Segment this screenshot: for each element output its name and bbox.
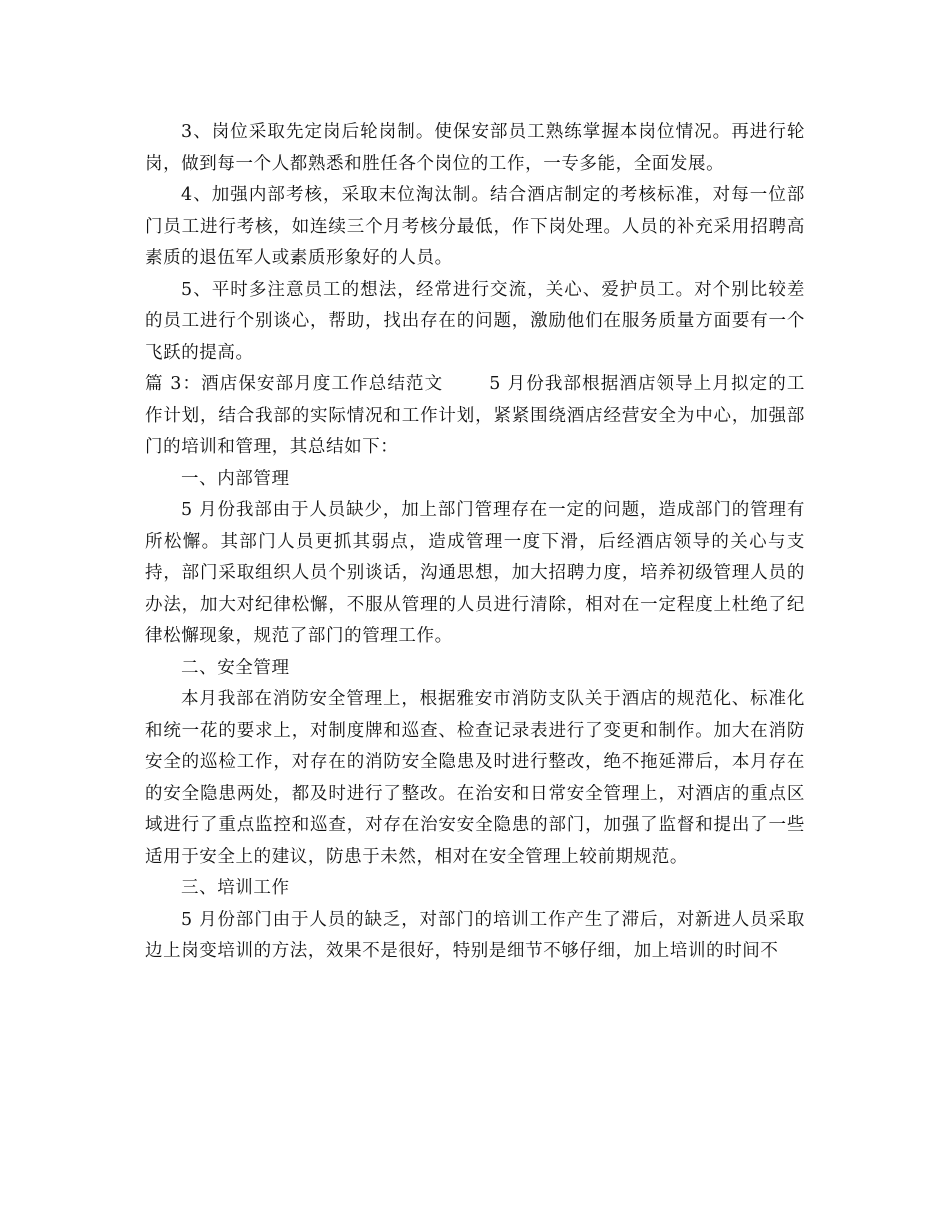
heading-security-management: 二、安全管理: [181, 657, 290, 678]
body-training-work: 5 月份部门由于人员的缺乏，对部门的培训工作产生了滞后，对新进人员采取边上岗变培训的方法，效果不是很好，特别是细节不够仔细，加上培训的时间不: [145, 909, 805, 961]
paragraph-item-5: 5、平时多注意员工的想法，经常进行交流，关心、爱护员工。对个别比较差的员工进行个别谈心，帮助，找出存在的问题，激励他们在服务质量方面要有一个飞跃的提高。: [145, 279, 805, 363]
heading-internal-management: 一、内部管理: [181, 468, 290, 489]
paragraph-item-4: 4、加强内部考核，采取末位淘汰制。结合酒店制定的考核标准，对每一位部门员工进行考核，如连续三个月考核分最低，作下岗处理。人员的补充采用招聘高素质的退伍军人或素质形象好的人员。: [145, 185, 805, 268]
document-body: [145, 117, 805, 968]
body-security-management: 本月我部在消防安全管理上，根据雅安市消防支队关于酒店的规范化、标准化和统一花的要求上，对制度牌和巡查、检查记录表进行了变更和制作。加大在消防安全的巡检工作，对存在的消防安全隐患及时进行整改，绝不拖延滞后，本月存在的安全隐患两处，都及时进行了整改。在治安和日常安全管理上，对酒店的重点区域进行了重点监控和巡查，对存在治安安全隐患的部门，加强了监督和提出了一些适用于安全上的建议，防患于未然，相对在安全管理上较前期规范。: [145, 689, 805, 867]
heading-training-work: 三、培训工作: [181, 878, 290, 898]
paragraph-item-3: 3、岗位采取先定岗后轮岗制。使保安部员工熟练掌握本岗位情况。再进行轮岗，做到每一个人都熟悉和胜任各个岗位的工作，一专多能，全面发展。: [145, 122, 805, 174]
section-intro: 5 月份我部根据酒店领导上月拟定的工作计划，结合我部的实际情况和工作计划，紧紧围绕酒店经营安全为中心，加强部门的培训和管理，其总结如下：: [145, 374, 805, 457]
section-title: 篇 3：酒店保安部月度工作总结范文: [145, 374, 444, 394]
body-internal-management: 5 月份我部由于人员缺少，加上部门管理存在一定的问题，造成部门的管理有所松懈。其部门人员更抓其弱点，造成管理一度下滑，后经酒店领导的关心与支持，部门采取组织人员个别谈话，沟通思想，加大招聘力度，培养初级管理人员的办法，加大对纪律松懈，不服从管理的人员进行清除，相对在一定程度上杜绝了纪律松懈现象，规范了部门的管理工作。: [145, 500, 805, 646]
section-paragraph: [145, 369, 805, 464]
